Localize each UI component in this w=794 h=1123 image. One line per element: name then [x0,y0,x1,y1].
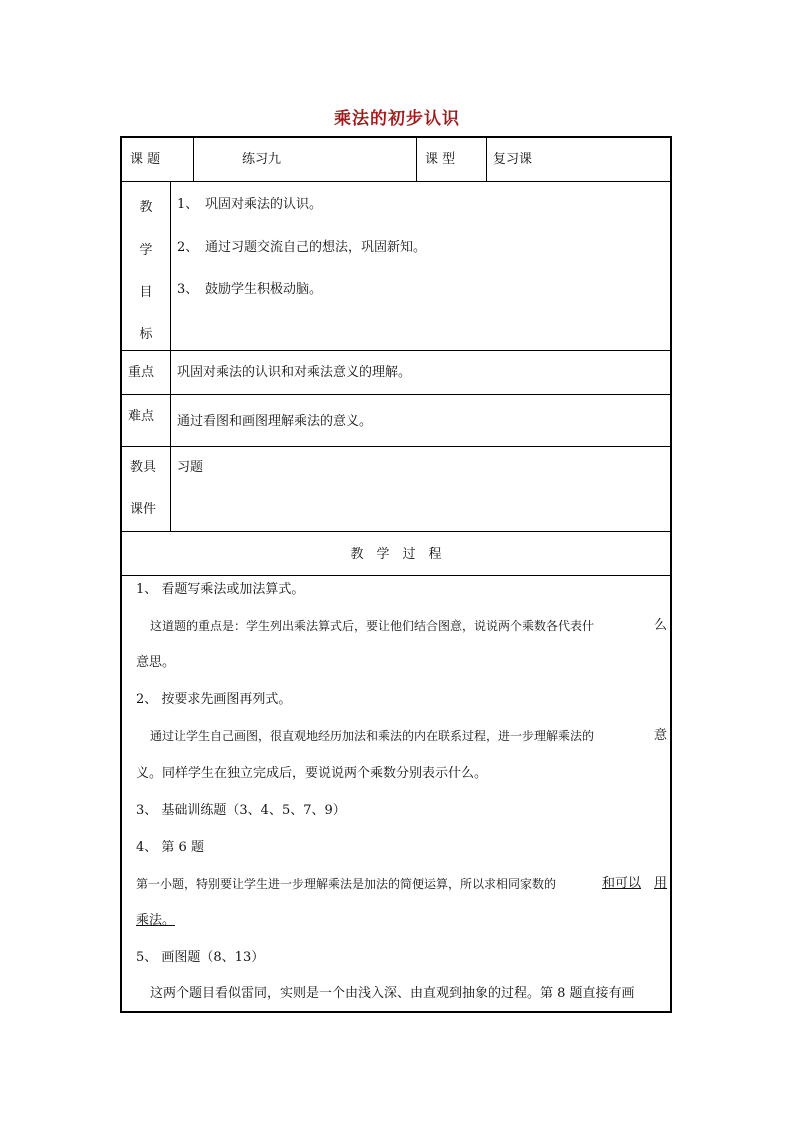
process-note: 么 [654,618,668,633]
col-divider [193,138,194,181]
process-note: 第一小题，特别要让学生进一步理解乘法是加法的简便运算，所以求相同家数的 [136,877,557,891]
process-note: 和可以 [602,876,642,891]
lesson-type-label: 课 型 [425,152,456,167]
col-divider [170,181,171,531]
process-note: 通过让学生自己画图，很直观地经历加法和乘法的内在联系过程，进一步理解乘法的 [150,729,595,743]
document-title: 乘法的初步认识 [334,109,460,129]
objective-item: 1、 巩固对乘法的认识。 [177,197,323,212]
row-divider [122,446,670,447]
lesson-type-value: 复习课 [493,152,533,167]
process-note: 意思。 [136,655,176,670]
process-note: 义。同样学生在独立完成后，要说说两个乘数分别表示什么。 [136,766,488,781]
process-note: 乘法。 [136,913,176,928]
objectives-label-char: 学 [139,243,153,258]
difficult-point-label: 难点 [128,409,155,424]
objectives-label-char: 目 [139,285,153,300]
key-point-label: 重点 [128,365,155,380]
col-divider [416,138,417,181]
col-divider [486,138,487,181]
objectives-label-char: 教 [139,200,153,215]
topic-label: 课 题 [130,152,161,167]
process-note: 用 [654,876,668,891]
objectives-label-char: 标 [139,327,153,342]
materials-text: 习题 [177,460,204,475]
materials-label: 课件 [130,502,157,517]
process-item-title: 3、 基础训练题（3、4、5、7、9） [136,803,346,818]
row-divider [122,181,670,182]
objective-item: 3、 鼓励学生积极动脑。 [177,282,323,297]
objective-item: 2、 通过习题交流自己的想法，巩固新知。 [177,240,427,255]
row-divider [122,394,670,395]
difficult-point-text: 通过看图和画图理解乘法的意义。 [177,414,373,429]
key-point-text: 巩固对乘法的认识和对乘法意义的理解。 [177,365,412,380]
process-note: 这道题的重点是：学生列出乘法算式后，要让他们结合图意，说说两个乘数各代表什 [150,619,595,633]
process-item-title: 2、 按要求先画图再列式。 [136,692,292,707]
process-item-title: 4、 第 6 题 [136,840,204,855]
process-note: 这两个题目看似雷同，实则是一个由浅入深、由直观到抽象的过程。第 8 题直接有画 [150,986,635,1001]
process-heading: 教 学 过 程 [350,547,442,562]
row-divider [122,575,670,576]
topic-value: 练习九 [242,152,282,167]
process-item-title: 1、 看题写乘法或加法算式。 [136,582,305,597]
row-divider [122,350,670,351]
lesson-plan-table [120,136,672,1013]
row-divider [122,531,670,532]
process-note: 意 [654,728,668,743]
process-item-title: 5、 画图题（8、13） [136,950,265,965]
materials-label: 教具 [130,460,157,475]
